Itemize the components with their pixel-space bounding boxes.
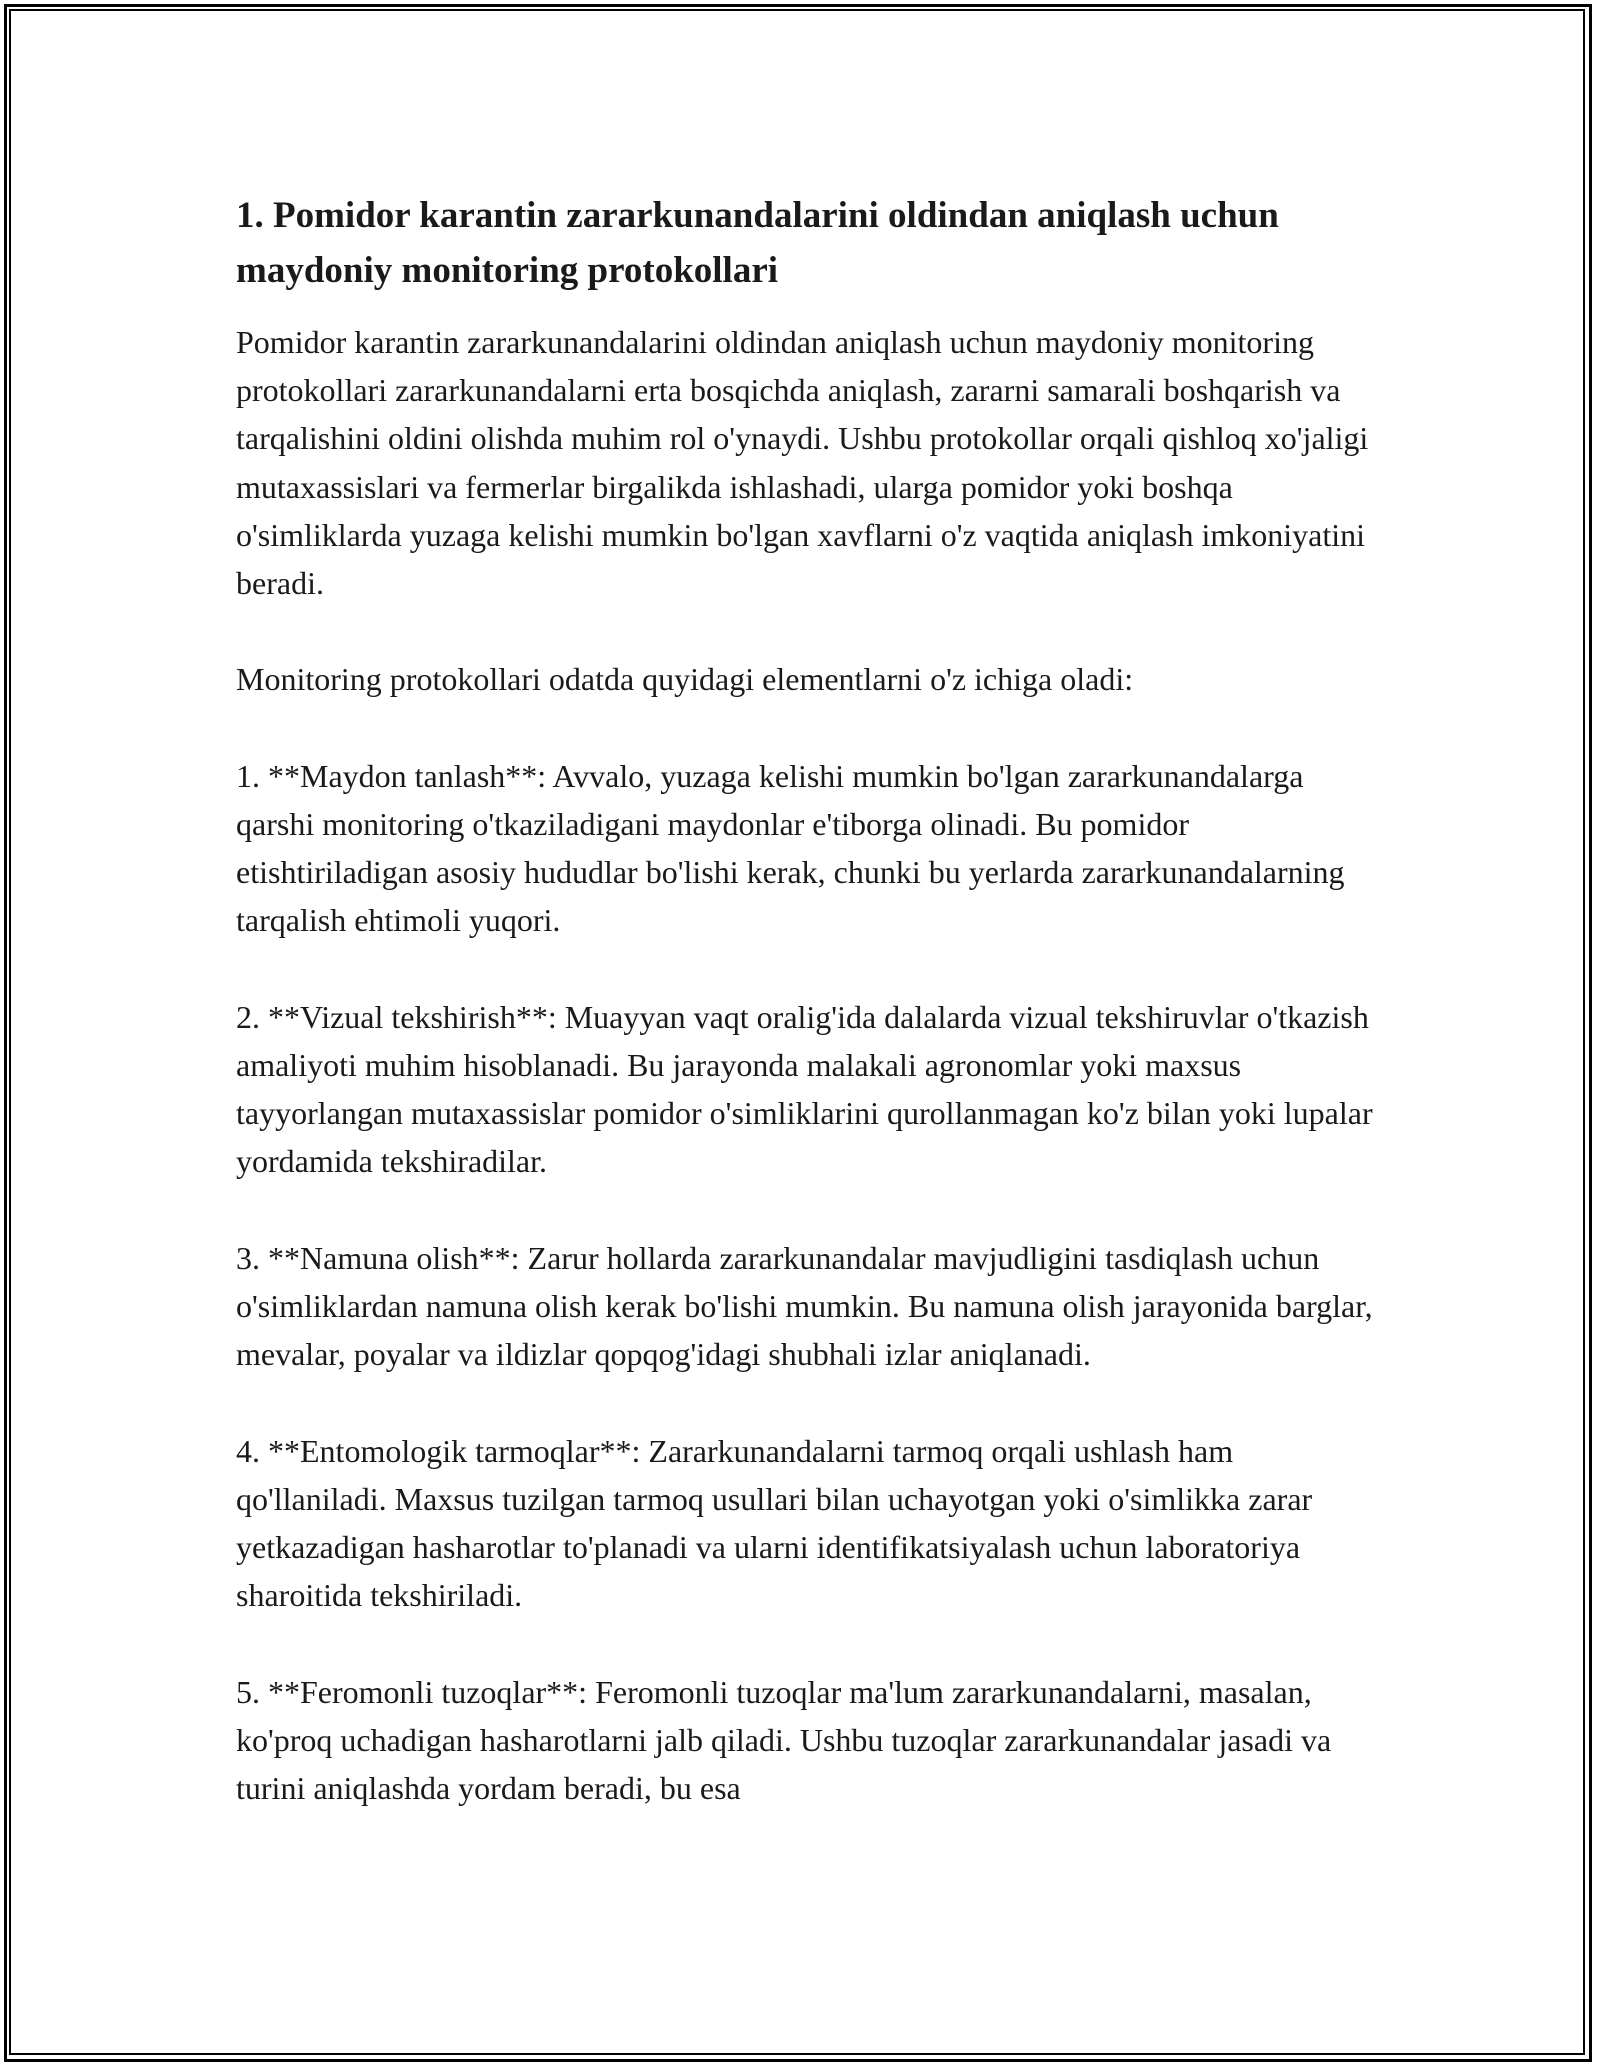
list-item: 4. **Entomologik tarmoqlar**: Zararkunandalarni tarmoq orqali ushlash ham qo'llaniladi. Maxsus tuzilgan tarmoq usullari bilan uchayotgan yoki o'simlikka zarar yetkazadigan hasharotlar to'planadi va ularni identifikatsiyalash uchun laboratoriya sharoitida tekshiriladi. [236, 1432, 1313, 1614]
list-item: 5. **Feromonli tuzoqlar**: Feromonli tuzoqlar ma'lum zararkunandalarni, masalan, ko'proq uchadigan hasharotlarni jalb qiladi. Ushbu tuzoqlar zararkunandalar jasadi va turini aniqlashda yordam beradi, bu esa [236, 1673, 1332, 1806]
list-item: 3. **Namuna olish**: Zarur hollarda zararkunandalar mavjudligini tasdiqlash uchun o'simliklardan namuna olish kerak bo'lishi mumkin. Bu namuna olish jarayonida barglar, mevalar, poyalar va ildizlar qopqog'idagi shubhali izlar aniqlanadi. [236, 1239, 1373, 1373]
list-item: 1. **Maydon tanlash**: Avvalo, yuzaga kelishi mumkin bo'lgan zararkunandalarga qarshi monitoring o'tkaziladigani maydonlar e'tiborga olinadi. Bu pomidor etishtiriladigan asosiy hududlar bo'lishi kerak, chunki bu yerlarda zararkunandalarning tarqalish ehtimoli yuqori. [236, 757, 1345, 939]
intro-paragraph: Pomidor karantin zararkunandalarini oldindan aniqlash uchun maydoniy monitoring protokollari zararkunandalarni erta bosqichda aniqlash, zararni samarali boshqarish va tarqalishini oldini olishda muhim rol o'ynaydi. Ushbu protokollar orqali qishloq xo'jaligi mutaxassislari va fermerlar birgalikda ishlashadi, ularga pomidor yoki boshqa o'simliklarda yuzaga kelishi mumkin bo'lgan xavflarni o'z vaqtida aniqlash imkoniyatini beradi. [236, 324, 1369, 602]
list-item: 2. **Vizual tekshirish**: Muayyan vaqt oralig'ida dalalarda vizual tekshiruvlar o'tkazish amaliyoti muhim hisoblanadi. Bu jarayonda malakali agronomlar yoki maxsus tayyorlangan mutaxassislar pomidor o'simliklarini qurollanmagan ko'z bilan yoki lupalar yordamida tekshiradilar. [236, 998, 1373, 1180]
document-title: 1. Pomidor karantin zararkunandalarini oldindan aniqlash uchun maydoniy monitoring protokollari [236, 195, 1279, 291]
lead-paragraph: Monitoring protokollari odatda quyidagi elementlarni o'z ichiga oladi: [236, 661, 1134, 698]
document-body [236, 188, 1382, 1812]
